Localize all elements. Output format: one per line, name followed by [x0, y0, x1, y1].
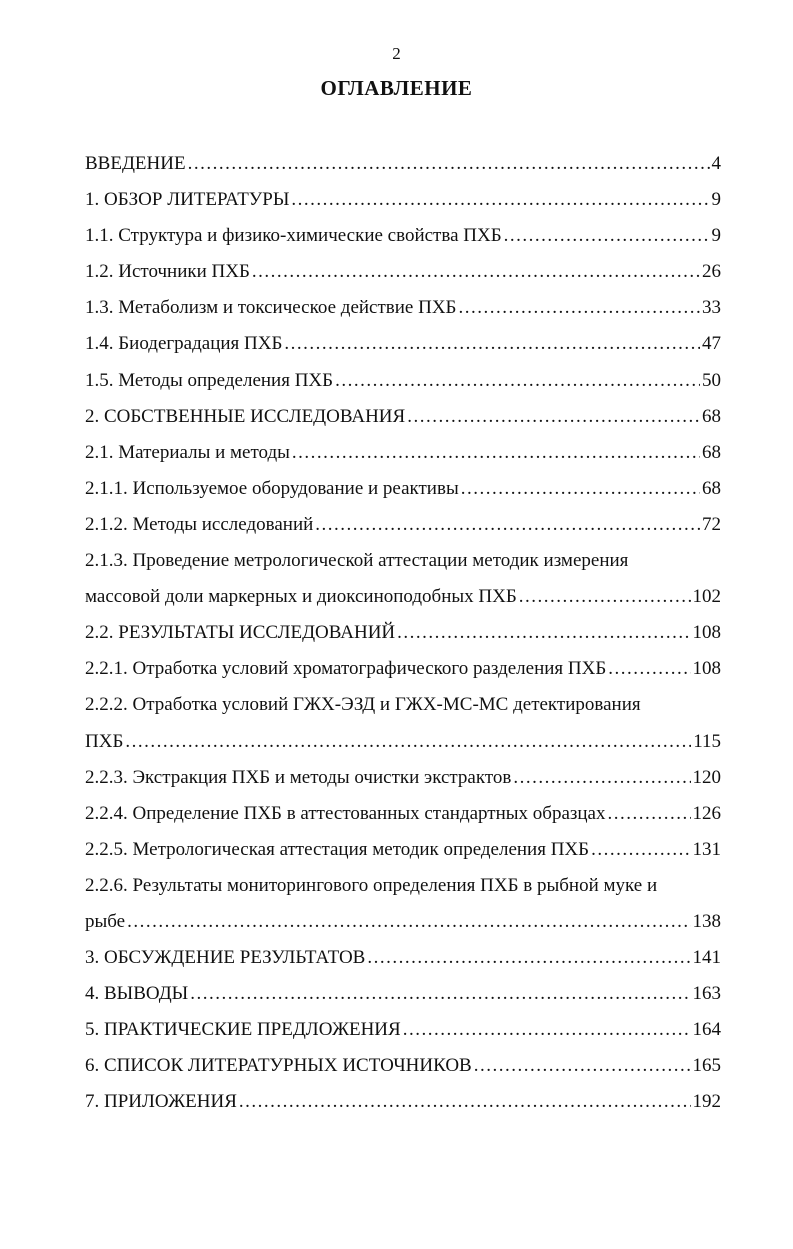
- toc-entry: [85, 579, 721, 615]
- toc-entry: [85, 471, 721, 507]
- toc-entry: [85, 1012, 721, 1048]
- dot-leader: [474, 1048, 691, 1084]
- toc-entry-page: 108: [692, 622, 721, 644]
- dot-leader: [291, 182, 709, 218]
- toc-entry-text: 2.2.2. Отработка условий ГЖХ-ЭЗД и ГЖХ-МС-МС детектирования: [85, 694, 641, 716]
- toc-entry-text: 2.2.4. Определение ПХБ в аттестованных стандартных образцах: [85, 802, 606, 824]
- toc-entry-page: 126: [692, 802, 721, 824]
- toc-entry-text: массовой доли маркерных и диоксиноподобных ПХБ: [85, 586, 517, 608]
- dot-leader: [461, 471, 700, 507]
- toc-entry: [85, 146, 721, 182]
- toc-entry: [85, 976, 721, 1012]
- toc-entry-text: 2.1.3. Проведение метрологической аттестации методик измерения: [85, 550, 629, 572]
- dot-leader: [335, 363, 700, 399]
- toc-entry-text: 2.2. РЕЗУЛЬТАТЫ ИССЛЕДОВАНИЙ: [85, 622, 396, 644]
- dot-leader: [190, 976, 690, 1012]
- page-number: 2: [392, 44, 401, 63]
- toc-entry: [85, 724, 721, 760]
- toc-entry-text: рыбе: [85, 910, 126, 932]
- toc-entry-page: 120: [692, 766, 721, 788]
- dot-leader: [407, 399, 700, 435]
- toc-entry: [85, 868, 721, 904]
- toc-entry: [85, 904, 721, 940]
- toc-entry: [85, 796, 721, 832]
- toc-entry-text: 2.1.1. Используемое оборудование и реактивы: [85, 477, 459, 499]
- toc-entry: [85, 832, 721, 868]
- toc-entry-text: 1.5. Методы определения ПХБ: [85, 369, 334, 391]
- toc-entry: [85, 218, 721, 254]
- toc-entry-page: 68: [702, 441, 721, 463]
- toc-entry-page: 138: [692, 910, 721, 932]
- toc-entry-text: 1. ОБЗОР ЛИТЕРАТУРЫ: [85, 189, 290, 211]
- toc-entry: [85, 1048, 721, 1084]
- dot-leader: [403, 1012, 691, 1048]
- toc-entry-text: 4. ВЫВОДЫ: [85, 983, 189, 1005]
- toc-entry: [85, 687, 721, 723]
- toc-entry-text: 2.2.1. Отработка условий хроматографического разделения ПХБ: [85, 658, 607, 680]
- toc-entry-text: 5. ПРАКТИЧЕСКИЕ ПРЕДЛОЖЕНИЯ: [85, 1019, 401, 1041]
- toc-entry-page: 50: [702, 369, 721, 391]
- toc-entry-text: 2.1.2. Методы исследований: [85, 513, 314, 535]
- toc-entry-page: 9: [711, 225, 721, 247]
- toc-entry-page: 33: [702, 297, 721, 319]
- toc-entry-page: 131: [692, 838, 721, 860]
- toc-entry: [85, 651, 721, 687]
- dot-leader: [188, 146, 710, 182]
- dot-leader: [608, 796, 691, 832]
- toc-entry: [85, 290, 721, 326]
- toc-entry: [85, 760, 721, 796]
- toc-entry: [85, 363, 721, 399]
- toc-entry-page: 4: [711, 153, 721, 174]
- table-of-contents: [85, 146, 721, 1121]
- toc-entry: [85, 507, 721, 543]
- toc-entry-page: 141: [692, 947, 721, 969]
- toc-entry: [85, 254, 721, 290]
- toc-entry-page: 165: [692, 1055, 721, 1077]
- dot-leader: [397, 615, 690, 651]
- dot-leader: [292, 435, 700, 471]
- toc-entry-page: 192: [692, 1091, 721, 1113]
- toc-entry-text: 3. ОБСУЖДЕНИЕ РЕЗУЛЬТАТОВ: [85, 947, 366, 969]
- toc-entry-text: 1.1. Структура и физико-химические свойства ПХБ: [85, 225, 502, 247]
- toc-entry-page: 115: [693, 730, 721, 752]
- toc-entry-text: 2.2.3. Экстракция ПХБ и методы очистки экстрактов: [85, 766, 512, 788]
- toc-entry-text: 1.3. Метаболизм и токсическое действие ПХБ: [85, 297, 457, 319]
- toc-entry-text: 1.4. Биодеградация ПХБ: [85, 333, 283, 355]
- dot-leader: [513, 760, 690, 796]
- toc-entry-page: 163: [692, 983, 721, 1005]
- toc-entry-text: 7. ПРИЛОЖЕНИЯ: [85, 1091, 237, 1113]
- toc-entry-page: 9: [711, 189, 721, 211]
- toc-entry-text: 2.1. Материалы и методы: [85, 441, 290, 463]
- toc-entry-page: 26: [702, 261, 721, 283]
- dot-leader: [239, 1084, 691, 1120]
- toc-entry-page: 68: [702, 477, 721, 499]
- toc-entry-text: 6. СПИСОК ЛИТЕРАТУРНЫХ ИСТОЧНИКОВ: [85, 1055, 472, 1077]
- toc-entry-text: 2.2.6. Результаты мониторингового определения ПХБ в рыбной муке и: [85, 874, 658, 896]
- toc-entry-text: 2. СОБСТВЕННЫЕ ИССЛЕДОВАНИЯ: [85, 405, 406, 427]
- toc-entry: [85, 543, 721, 579]
- dot-leader: [252, 254, 700, 290]
- toc-entry: [85, 940, 721, 976]
- dot-leader: [367, 940, 690, 976]
- toc-entry-page: 102: [692, 586, 721, 608]
- toc-entry-text: 1.2. Источники ПХБ: [85, 261, 250, 283]
- dot-leader: [608, 651, 690, 687]
- toc-entry-page: 68: [702, 405, 721, 427]
- toc-entry: [85, 615, 721, 651]
- toc-entry: [85, 182, 721, 218]
- toc-entry-page: 108: [692, 658, 721, 680]
- dot-leader: [284, 326, 700, 362]
- toc-entry-text: ПХБ: [85, 730, 124, 752]
- dot-leader: [458, 290, 700, 326]
- toc-entry-text: ВВЕДЕНИЕ: [85, 153, 186, 174]
- toc-entry-page: 164: [692, 1019, 721, 1041]
- toc-entry: [85, 399, 721, 435]
- page-title: ОГЛАВЛЕНИЕ: [320, 76, 473, 100]
- toc-entry-text: 2.2.5. Метрологическая аттестация методик определения ПХБ: [85, 838, 590, 860]
- toc-entry-page: 47: [702, 333, 721, 355]
- dot-leader: [127, 904, 690, 940]
- dot-leader: [315, 507, 700, 543]
- dot-leader: [125, 724, 691, 760]
- dot-leader: [504, 218, 710, 254]
- toc-entry-page: 72: [702, 513, 721, 535]
- toc-entry: [85, 435, 721, 471]
- dot-leader: [591, 832, 690, 868]
- toc-entry: [85, 1084, 721, 1120]
- toc-entry: [85, 326, 721, 362]
- dot-leader: [519, 579, 691, 615]
